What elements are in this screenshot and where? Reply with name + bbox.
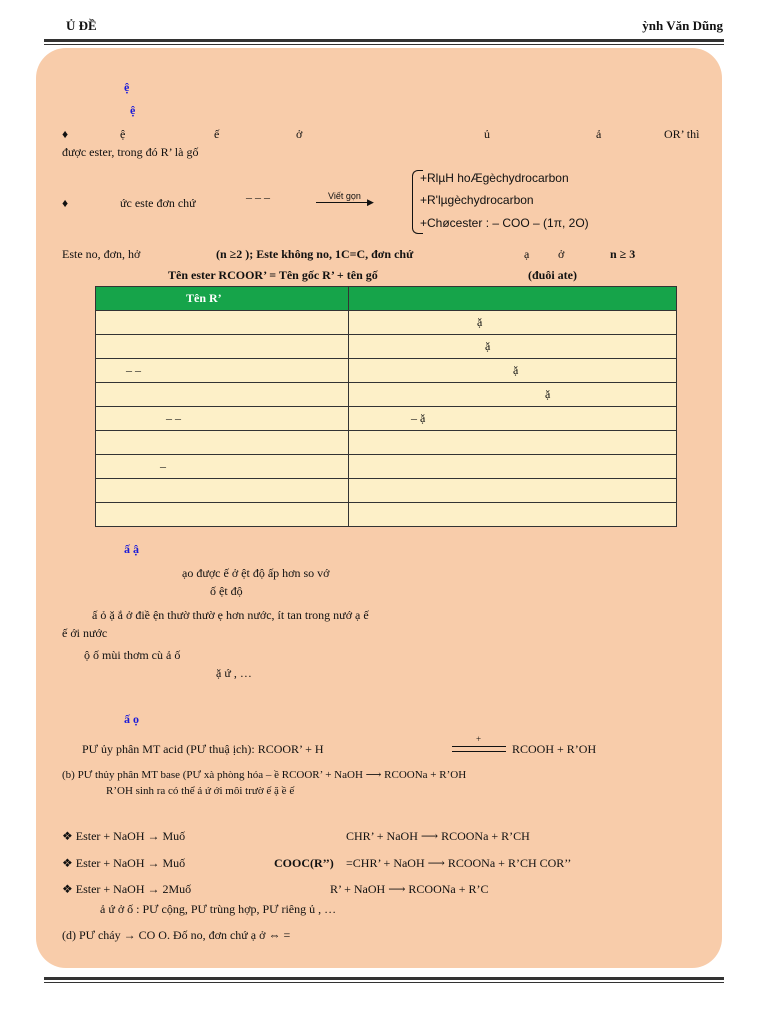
chem-heading: ấ ọ	[124, 712, 139, 726]
cell-name: ặ	[477, 315, 483, 329]
header-rule	[44, 39, 724, 42]
chem-c2-bold: COOC(R’’)	[274, 856, 334, 870]
header-left: Ủ ĐỀ	[66, 18, 97, 33]
chem-c1-right: CHR’ + NaOH ⟶ RCOONa + R’CH	[346, 829, 530, 843]
props-line-4: ế ới nước	[62, 626, 108, 640]
long-arrow-head: ▶	[367, 197, 374, 207]
frag-5: ả	[596, 127, 602, 141]
cell-name: ặ	[513, 363, 519, 377]
note-o: ở	[558, 247, 565, 261]
props-line-5: ộ ố mùi thơm cù ả ố	[84, 648, 181, 662]
note-a: ạ	[524, 247, 530, 261]
equilibrium-arrow-top	[452, 746, 506, 747]
header-right: ỳnh Văn Dũng	[642, 18, 723, 33]
table-row	[96, 431, 677, 455]
section-heading-2: ệ	[130, 103, 136, 117]
arrow-label: Viết gọn	[328, 191, 361, 201]
table-header-r: Tên R’	[96, 287, 349, 311]
chem-c2-left: ❖ Ester + NaOH → Muố	[62, 856, 186, 870]
name-rule: Tên ester RCOOR’ = Tên gốc R’ + tên gố	[168, 268, 378, 282]
cell-name: ặ	[485, 339, 491, 353]
frag-1: ệ	[120, 127, 126, 141]
frag-2: ế	[214, 127, 220, 141]
chem-b-line-1: (b) PƯ thủy phân MT base (PƯ xà phòng hóa – ề RCOOR’ + NaOH ⟶ RCOONa + R’OH	[62, 769, 467, 781]
header-rule-thin	[44, 44, 724, 45]
formula-label: ức este đơn chứ	[120, 196, 196, 210]
bullet-1: ♦	[62, 127, 69, 141]
equilibrium-arrow-bottom	[452, 751, 506, 752]
chem-b-line-2: R’OH sinh ra có thể ả ứ ới môi trườ ế ặ ề ế	[106, 785, 295, 797]
cell-name: – ặ	[411, 411, 426, 425]
name-rule-suffix: (đuôi ate)	[528, 268, 577, 282]
section-heading-1: ệ	[124, 80, 130, 94]
footer-rule	[44, 977, 724, 980]
note-left: Este no, đơn, hở	[62, 247, 141, 261]
table-header-name	[349, 287, 677, 311]
props-line-3: ấ ỏ ặ ắ ở điề ện thườ thườ ẹ hơn nước, ít tan trong nướ ạ ế	[92, 608, 369, 622]
chem-a-right: RCOOH + R’OH	[512, 742, 597, 756]
frag-4: ủ	[484, 127, 490, 141]
note-n3: n ≥ 3	[610, 247, 636, 261]
chem-a-plus: +	[476, 734, 482, 744]
props-line-2: ố ệt độ	[210, 584, 243, 598]
table-row	[96, 383, 677, 407]
props-line-1: ạo được ế ở ệt độ ấp hơn so vớ	[182, 566, 330, 580]
chem-c1-left: ❖ Ester + NaOH → Muố	[62, 829, 186, 843]
chem-a-left: PƯ ủy phân MT acid (PƯ thuậ ịch): RCOOR’ + H	[82, 742, 324, 756]
table-row	[96, 359, 677, 383]
frag-3: ở	[296, 127, 303, 141]
props-line-6: ặ ứ , …	[216, 666, 252, 680]
table-row	[96, 503, 677, 527]
table-row	[96, 479, 677, 503]
table-row	[96, 335, 677, 359]
table-row	[96, 455, 677, 479]
footer-rule-thin	[44, 982, 724, 983]
frag-6: OR’ thì	[664, 127, 700, 141]
bullet-2: ♦	[62, 196, 69, 210]
brace-item-2: +R'lµgèchydrocarbon	[420, 193, 534, 207]
brace-item-1: +RlµH hoÆgèchydrocarbon	[420, 171, 569, 185]
long-arrow	[316, 202, 372, 203]
table-header-row	[96, 287, 677, 311]
chem-c4: ả ứ ở ố : PƯ cộng, PƯ trùng hợp, PƯ riêng ủ , …	[100, 902, 337, 916]
table-row	[96, 407, 677, 431]
formula-dashes: – – –	[246, 190, 270, 204]
intro-line-2: được ester, trong đó R’ là gố	[62, 145, 199, 159]
chem-c3-left: ❖ Ester + NaOH → 2Muố	[62, 882, 192, 896]
cell-name: ặ	[545, 387, 551, 401]
table-row	[96, 311, 677, 335]
props-heading: ấ ậ	[124, 542, 139, 556]
chem-c3-right: R’ + NaOH ⟶ RCOONa + R’C	[330, 882, 489, 896]
cell-r: – –	[166, 411, 181, 425]
cell-r: –	[160, 459, 166, 473]
chem-c2-right: =CHR’ + NaOH ⟶ RCOONa + R’CH COR’’	[346, 856, 572, 870]
chem-d: (d) PƯ cháy → CO O. Đố no, đơn chứ ạ ở ⇔ =	[62, 928, 291, 942]
brace-item-3: +Chøcester : – COO – (1π, 2O)	[420, 216, 589, 230]
ester-name-table	[95, 286, 677, 527]
cell-r: – –	[126, 363, 141, 377]
note-n2: (n ≥2 ); Este không no, 1C=C, đơn chứ	[216, 247, 414, 261]
